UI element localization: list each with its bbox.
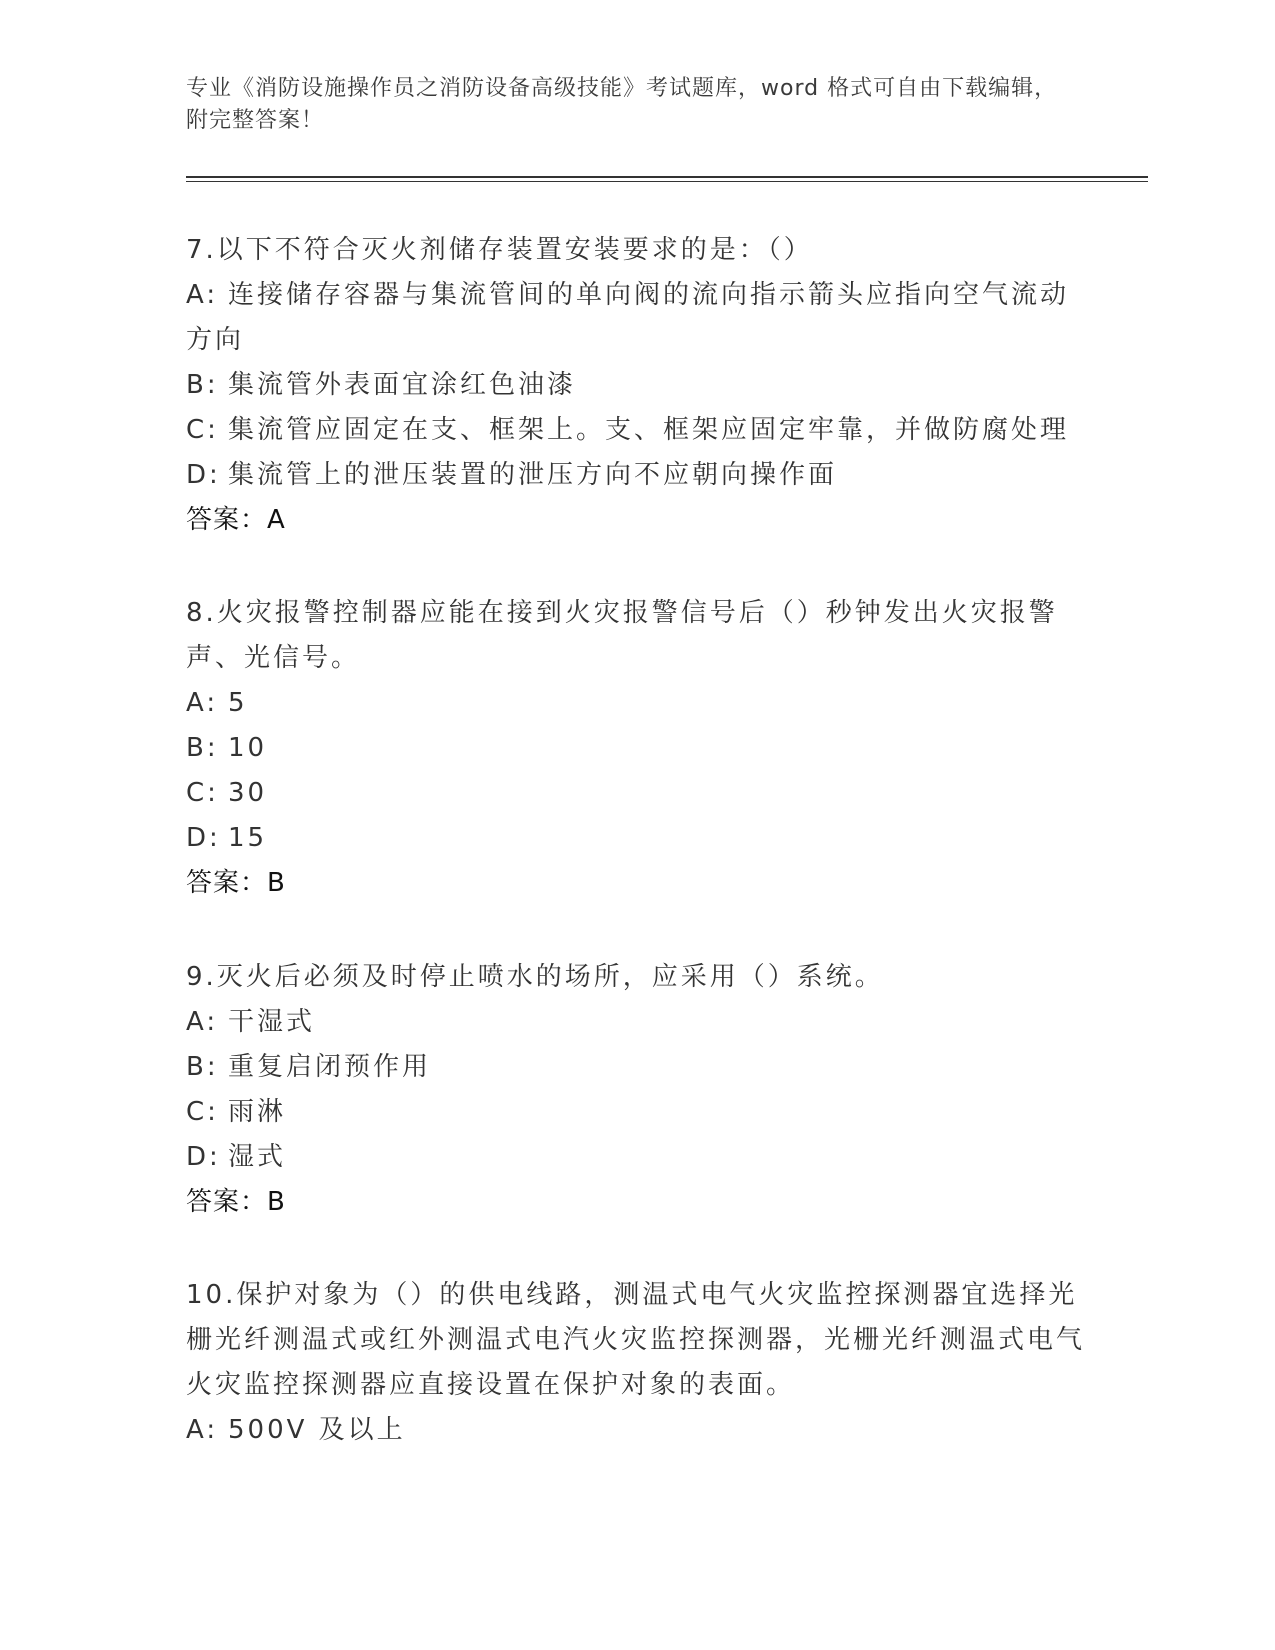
option-letter: A: bbox=[186, 1007, 219, 1037]
option-text: 湿式 bbox=[228, 1142, 287, 1172]
question-7 bbox=[186, 228, 1086, 543]
option-text: 雨淋 bbox=[228, 1097, 287, 1127]
option-text: 集流管应固定在支、框架上。支、框架应固定牢靠，并做防腐处理 bbox=[228, 415, 1070, 445]
option-letter: A: bbox=[186, 280, 219, 310]
question-10 bbox=[186, 1273, 1086, 1453]
answer-line: 答案：B bbox=[186, 868, 286, 898]
option-text: 干湿式 bbox=[228, 1007, 316, 1037]
option-b bbox=[186, 363, 1086, 408]
header-rule bbox=[186, 176, 1148, 178]
option-letter: B: bbox=[186, 1052, 219, 1082]
question-9 bbox=[186, 955, 1086, 1225]
question-stem: 9.灭火后必须及时停止喷水的场所，应采用（）系统。 bbox=[186, 962, 884, 992]
option-a bbox=[186, 1000, 1086, 1045]
answer-line: 答案：A bbox=[186, 505, 286, 535]
option-letter: B: bbox=[186, 733, 219, 763]
question-stem: 10.保护对象为（）的供电线路，测温式电气火灾监控探测器宜选择光栅光纤测温式或红外测温式电汽火灾监控探测器，光栅光纤测温式电气火灾监控探测器应直接设置在保护对象的表面。 bbox=[186, 1280, 1086, 1400]
question-stem: 8.火灾报警控制器应能在接到火灾报警信号后（）秒钟发出火灾报警声、光信号。 bbox=[186, 598, 1058, 673]
option-letter: A: bbox=[186, 1415, 219, 1445]
option-text: 5 bbox=[228, 688, 248, 718]
option-d bbox=[186, 1135, 1086, 1180]
option-d bbox=[186, 453, 1086, 498]
option-a bbox=[186, 273, 1086, 363]
option-text: 10 bbox=[228, 733, 268, 763]
option-letter: A: bbox=[186, 688, 219, 718]
option-text: 集流管上的泄压装置的泄压方向不应朝向操作面 bbox=[228, 460, 838, 490]
option-c bbox=[186, 1090, 1086, 1135]
question-stem: 7.以下不符合灭火剂储存装置安装要求的是：（） bbox=[186, 235, 813, 265]
option-letter: C: bbox=[186, 778, 219, 808]
option-a bbox=[186, 681, 1086, 726]
option-text: 重复启闭预作用 bbox=[228, 1052, 432, 1082]
option-c bbox=[186, 408, 1086, 453]
option-letter: D: bbox=[186, 460, 221, 490]
option-letter: C: bbox=[186, 415, 219, 445]
option-text: 集流管外表面宜涂红色油漆 bbox=[228, 370, 577, 400]
document-header: 专业《消防设施操作员之消防设备高级技能》考试题库，word 格式可自由下载编辑，附完整答案！ bbox=[186, 76, 1058, 133]
option-b bbox=[186, 1045, 1086, 1090]
option-text: 15 bbox=[228, 823, 268, 853]
option-a bbox=[186, 1408, 1086, 1453]
option-letter: B: bbox=[186, 370, 219, 400]
header-rule-thin bbox=[186, 181, 1148, 182]
answer-line: 答案：B bbox=[186, 1187, 286, 1217]
option-text: 连接储存容器与集流管间的单向阀的流向指示箭头应指向空气流动方向 bbox=[186, 280, 1070, 355]
option-letter: D: bbox=[186, 823, 221, 853]
option-text: 500V 及以上 bbox=[228, 1415, 406, 1445]
option-c bbox=[186, 771, 1086, 816]
option-letter: C: bbox=[186, 1097, 219, 1127]
question-8 bbox=[186, 591, 1086, 906]
option-text: 30 bbox=[228, 778, 268, 808]
option-b bbox=[186, 726, 1086, 771]
option-letter: D: bbox=[186, 1142, 221, 1172]
option-d bbox=[186, 816, 1086, 861]
